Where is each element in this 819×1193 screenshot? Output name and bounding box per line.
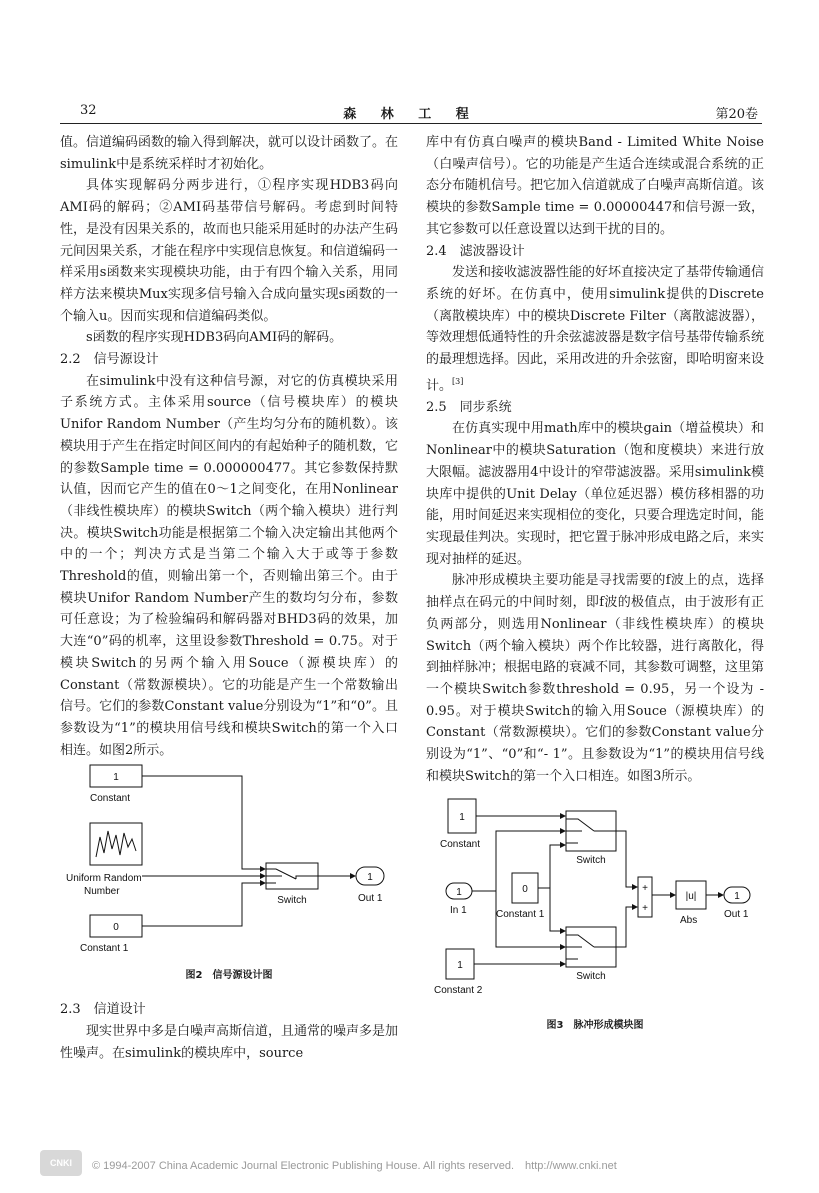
out1-label: Out 1	[724, 909, 749, 921]
constant-value: 1	[459, 812, 465, 824]
page-number: 32	[80, 103, 97, 118]
arrowhead	[560, 961, 566, 967]
abs-value: |u|	[685, 891, 697, 903]
paragraph	[426, 262, 764, 397]
footer	[40, 1150, 780, 1180]
uniform-random-label-2: Number	[84, 886, 120, 898]
running-header	[60, 103, 762, 124]
arrowhead	[260, 873, 266, 879]
figure-3	[426, 795, 764, 1037]
paragraph: 在仿真实现中用math库中的模块gain（增益模块）和Nonlinear中的模块Saturation（饱和度模块）来进行放大限幅。滤波器用4中设计的窄带滤波器。采用simulink模块库中提供的Unit Delay（单位延迟器）模仿移相器的功能，用时间延迟来实现相位的变化，只要合理选定时间，能实现最佳判决。实现时，把它置于脉冲形成电路之后，来实现对抽样的延迟。	[426, 421, 765, 567]
figure-2	[60, 761, 398, 987]
arrowhead	[632, 884, 638, 890]
signal-source-diagram	[60, 761, 398, 959]
paragraph: 脉冲形成模块主要功能是寻找需要的f波上的点，选择抽样点在码元的中间时刻，即f波的极值点，由于波形有正负两部分，则选用Nonlinear（非线性模块库）的模块Switch（两个输入模块）两个作比较器，进行离散化，得到抽样脉冲；根据电路的衰减不同，其参数可调整，这里第一个模块Switch参数threshold = 0.95，另一个设为 - 0.95。对于模块Switch的输入用Souce（源模块库）的Constant（常数源模块）。它们的参数Constant value分别设为“1”、“0”和“- 1”。且参数设为“1”的模块用信号线和模块Switch的第一个入口相连。如图3所示。	[426, 573, 765, 784]
constant1-value: 0	[522, 884, 528, 896]
arrowhead	[560, 813, 566, 819]
pulse-forming-diagram	[426, 795, 764, 1009]
out1-value: 1	[734, 891, 740, 903]
arrowhead	[560, 842, 566, 848]
figure-3-caption: 图3 脉冲形成模块图	[546, 1020, 644, 1032]
volume-number: 第20卷	[715, 107, 758, 122]
in1-label: In 1	[450, 905, 467, 917]
out1-label: Out 1	[358, 893, 383, 905]
uniform-random-label-1: Uniform Random	[66, 873, 142, 885]
wire	[616, 831, 634, 887]
arrowhead	[260, 866, 266, 872]
wire	[616, 907, 634, 947]
paragraph: 值。信道编码函数的输入得到解决，就可以设计函数了。在simulink中是系统采样时才初始化。	[60, 135, 399, 172]
figure-2-caption: 图2 信号源设计图	[185, 970, 273, 982]
constant2-label: Constant 2	[434, 985, 483, 997]
arrowhead	[260, 880, 266, 886]
sum-plus-top: +	[642, 883, 648, 895]
section-heading-2-2: 2.2 信号源设计	[60, 352, 159, 368]
paragraph-text: 发送和接收滤波器性能的好坏直接决定了基带传输通信系统的好坏。在仿真中，使用simulink提供的Discrete（离散模块库）中的模块Discrete Filter（离散滤波器），等效理想低通特性的升余弦滤波器是数字信号基带传输系统的最理想选择。因此，采用改进的升余弦窗，即哈明窗来设计。	[426, 265, 765, 394]
in1-value: 1	[456, 887, 462, 899]
abs-label: Abs	[680, 915, 698, 927]
publisher-logo: CNKI	[40, 1150, 82, 1176]
copyright-notice: © 1994-2007 China Academic Journal Electronic Publishing House. All rights reserved. http://www.cnki.net	[92, 1160, 617, 1172]
constant1-value: 0	[113, 922, 119, 934]
arrowhead	[632, 904, 638, 910]
switch-label-bottom: Switch	[576, 971, 606, 983]
out1-value: 1	[367, 872, 373, 884]
constant-label: Constant	[440, 839, 481, 851]
left-column	[60, 132, 398, 1064]
constant1-label: Constant 1	[80, 943, 129, 955]
paragraph: 具体实现解码分两步进行，①程序实现HDB3码向AMI码的解码；②AMI码基带信号解码。考虑到时间特性，是没有因果关系的，故而也只能采用延时的办法产生码元间因果关系，才能在程序中实现信息恢复。和信道编码一样采用s函数来实现模块功能，由于有四个输入关系，用同样方法来模块Mux实现多信号输入合成向量实现s函数的一个输入u。因而实现和信道编码类似。	[60, 178, 399, 324]
right-column	[426, 132, 764, 1049]
section-heading-2-5: 2.5 同步系统	[426, 399, 512, 415]
reference-marker: [3]	[452, 376, 464, 386]
paragraph: 库中有仿真白噪声的模块Band - Limited White Noise（白噪声信号）。它的功能是产生适合连续或混合系统的正态分布随机信号。把它加入信道就成了白噪声高斯信道。该模块的参数Sample time = 0.00000447和信号源一致，其它参数可以任意设置以达到干扰的目的。	[426, 135, 765, 237]
paragraph: 现实世界中多是白噪声高斯信道，且通常的噪声多是加性噪声。在simulink的模块库中，source	[60, 1023, 399, 1061]
section-heading-2-3: 2.3 信道设计	[60, 1002, 146, 1018]
constant-label: Constant	[90, 793, 131, 805]
arrowhead	[670, 892, 676, 898]
sum-plus-bottom: +	[642, 903, 648, 915]
constant2-value: 1	[457, 960, 463, 972]
constant-value: 1	[113, 772, 119, 784]
uniform-random-block	[90, 823, 142, 865]
arrowhead	[560, 828, 566, 834]
wire	[142, 883, 262, 926]
arrowhead	[560, 944, 566, 950]
switch-label-top: Switch	[576, 855, 606, 867]
arrowhead	[560, 928, 566, 934]
section-heading-2-4: 2.4 滤波器设计	[426, 243, 525, 259]
switch-label: Switch	[277, 895, 307, 907]
arrowhead	[718, 892, 724, 898]
paragraph: 在simulink中没有这种信号源，对它的仿真模块采用子系统方式。主体采用source（信号模块库）的模块Unifor Random Number（产生均匀分布的随机数）。该模块用于产生在指定时间区间内的有起始种子的随机数，它的参数Sample time = 0.000000477。其它参数保持默认值，因而它产生的值在0～1之间变化，在用Nonlinear（非线性模块库）的模块Switch（两个输入模块）进行判决。模块Switch功能是根据第二个输入决定输出其他两个中的一个；判决方式是当第二个输入大于或等于参数Threshold的值，则输出第一个，否则输出第三个。由于模块Unifor Random Number产生的数均匀分布，参数可任意设；为了检验编码和解码器对BHD3码的效果，加大连“0”码的机率，这里设参数Threshold = 0.75。对于模块Switch的另两个输入用Souce（源模块库）的Constant（常数源模块）。它的功能是产生一个常数输出信号。它们的参数Constant value分别设为“1”和“0”。且参数设为“1”的模块用信号线和模块Switch的第一个入口相连。如图2所示。	[60, 373, 399, 758]
arrowhead	[350, 873, 356, 879]
paragraph: s函数的程序实现HDB3码向AMI码的解码。	[86, 330, 343, 346]
journal-title: 森 林 工 程	[343, 107, 479, 122]
constant1-label: Constant 1	[496, 909, 545, 921]
wire	[142, 776, 262, 869]
